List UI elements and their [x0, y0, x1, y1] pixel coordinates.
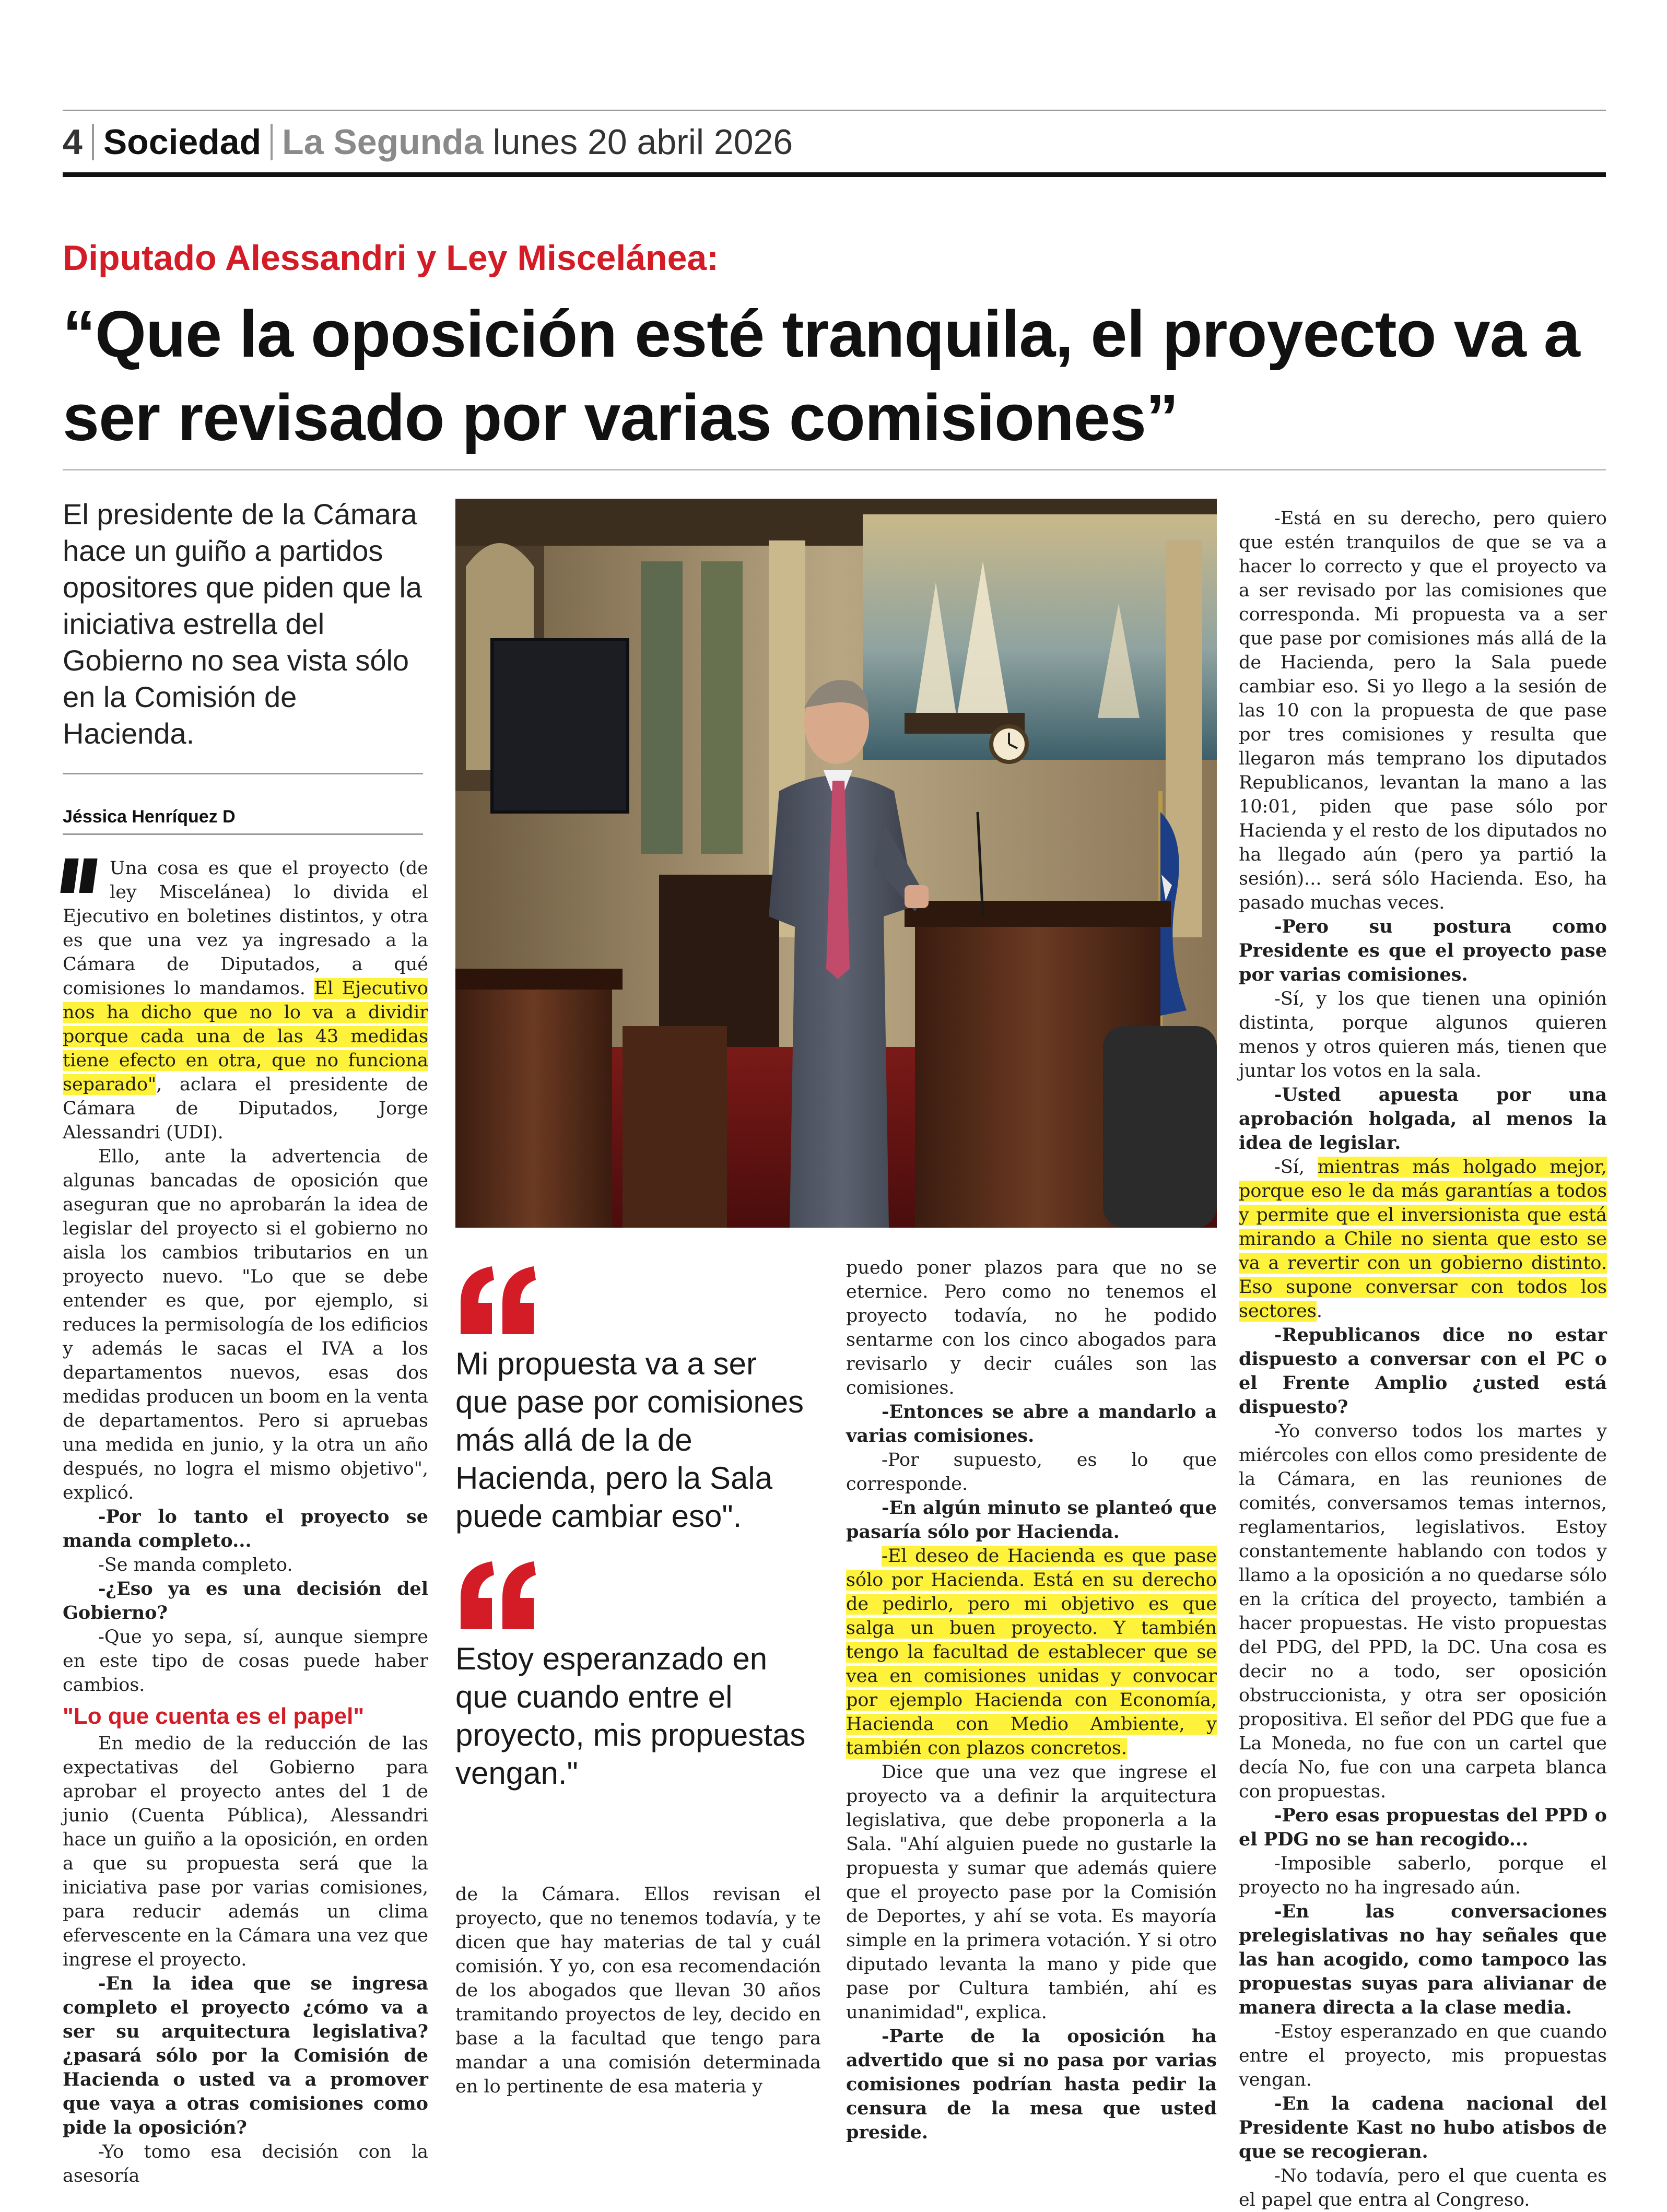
pull-quotes — [455, 1261, 811, 1813]
interview-answer: -Sí, y los que tienen una opinión distinta, porque algunos quieren menos y otros quieren más, tienen que juntar los votos en la sala. — [1239, 989, 1607, 1081]
interview-answer: -Yo tomo esa decisión con la asesoría — [63, 2142, 428, 2186]
interview-question: -En algún minuto se planteó que pasaría sólo por Hacienda. — [846, 1497, 1217, 1543]
paragraph: Ello, ante la advertencia de algunas bancadas de oposición que aseguran que no aprobarán la idea de legislar del proyecto si el gobierno no aisla los cambios tributarios en un proyecto nuevo. "Lo que se debe entender es que, por ejemplo, si reduces la permisología de los edificios y además le sacas el IVA a los departamentos nuevos, esas dos medidas producen un boom en la venta de departamentos. Pero si apruebas una medida en junio, y la otra un año después, no logra el mismo objetivo", explicó. — [63, 1146, 428, 1503]
highlighted-text: El Ejecutivo nos ha dicho que no lo va a dividir porque cada una de las 43 medidas tiene efecto en otra, que no funciona separado" — [63, 978, 429, 1095]
interview-answer: -Que yo sepa, sí, aunque siempre en este tipo de cosas puede haber cambios. — [63, 1627, 428, 1696]
interview-answer — [1239, 1155, 1607, 1323]
quote-mark-icon — [63, 858, 103, 893]
headline: “Que la oposición esté tranquila, el proyecto va a ser revisado por varias comisiones” — [63, 297, 1580, 454]
interview-answer: -Imposible saberlo, porque el proyecto no ha ingresado aún. — [1239, 1853, 1607, 1898]
clock-icon — [991, 726, 1027, 762]
pull-quote: Estoy esperanzado en que cuando entre el proyecto, mis propuestas vengan." — [455, 1641, 806, 1791]
interview-question: -Por lo tanto el proyecto se manda completo... — [63, 1506, 428, 1551]
highlighted-text: -El deseo de Hacienda es que pase sólo por Hacienda. Está en su derecho de pedirlo, pero mi objetivo es que salga un buen proyecto. Y también tengo la facultad de establecer que se vea en comisiones unidas y convocar por ejemplo Hacienda con Economía, Hacienda con Medio Ambiente, y también con plazos concretos. — [846, 1546, 1217, 1759]
highlighted-text: mientras más holgado mejor, porque eso le da más garantías a todos y permite que el inversionista que está mirando a Chile no sienta que esto se va a revertir con un gobierno distinto. Eso supone conversar con todos los sectores — [1239, 1157, 1607, 1322]
subheading: "Lo que cuenta es el papel" — [63, 1703, 365, 1729]
text-run: , aclara el presidente de Cámara de Diputados, Jorge Alessandri (UDI). — [63, 1074, 428, 1143]
article-column-2 — [455, 1882, 821, 2099]
header-bottom-rule — [63, 172, 1606, 177]
byline-rule — [63, 833, 423, 835]
section-name: Sociedad — [103, 122, 262, 162]
byline: Jéssica Henríquez D — [63, 807, 236, 827]
interview-question: -Entonces se abre a mandarlo a varias comisiones. — [846, 1401, 1217, 1446]
article-photo — [455, 499, 1217, 1228]
text-run: . — [1316, 1301, 1322, 1322]
paragraph — [63, 856, 428, 1145]
interview-answer — [846, 1544, 1217, 1760]
headline-rule — [63, 469, 1606, 470]
paragraph: puedo poner plazos para que no se eternice. Pero como no tenemos el proyecto todavía, no he podido sentarme con los cinco abogados para revisarlo y decir cuáles son las comisiones. — [846, 1257, 1217, 1398]
text-run: Una cosa es que el proyecto (de ley Miscelánea) lo divida el Ejecutivo en boletines distintos, y otra es que una vez ya ingresado a la Cámara de Diputados, a qué comisiones lo mandamos. — [63, 858, 428, 999]
quote-mark-icon — [455, 1556, 811, 1634]
interview-answer: -Se manda completo. — [98, 1555, 293, 1575]
interview-answer: -Estoy esperanzado en que cuando entre el proyecto, mis propuestas vengan. — [1239, 2021, 1607, 2090]
interview-question: -Republicanos dice no estar dispuesto a conversar con el PC o el Frente Amplio ¿usted está dispuesto? — [1239, 1324, 1607, 1418]
interview-answer: -No todavía, pero el que cuenta es el papel que entra al Congreso. — [1239, 2166, 1607, 2210]
interview-question: -En la idea que se ingresa completo el proyecto ¿cómo va a ser su arquitectura legislativa? ¿pasará sólo por la Comisión de Hacienda o usted va a promover que vaya a otras comisiones como pide la oposición? — [63, 1973, 428, 2138]
issue-date: lunes 20 abril 2026 — [492, 122, 793, 162]
interview-answer: -Yo converso todos los martes y miércoles con ellos como presidente de la Cámara, en las reuniones de comités, conversamos temas internos, reglamentarios, legislativos. Estoy constantemente hablando con todos y llamo a la oposición a no quedarse sólo en la crítica del proyecto, también a hacer propuestas. He visto propuestas del PDG, del PPD, la DC. Una cosa es decir no a todo, ser oposición obstruccionista, y otra ser oposición propositiva. El señor del PDG que fue a La Moneda, no fue con un cartel que decía No, fue con una carpeta blanca con propuestas. — [1239, 1421, 1607, 1802]
header-separator — [271, 124, 273, 160]
kicker: Diputado Alessandri y Ley Miscelánea: — [63, 238, 719, 278]
interview-question: -En la cadena nacional del Presidente Kast no hubo atisbos de que se recogieran. — [1239, 2093, 1607, 2162]
article-column-3 — [846, 1256, 1217, 2145]
paragraph: de la Cámara. Ellos revisan el proyecto, que no tenemos todavía, y te dicen que hay materias de tal y cuál comisión. Y yo, con esa recomendación de los abogados que llevan 30 años tramitando proyectos de ley, decido en base a la facultad que tengo para mandar a una comisión determinada en lo pertinente de esa materia y — [455, 1884, 821, 2097]
quote-mark-icon — [455, 1261, 811, 1339]
article-column-1 — [63, 856, 428, 2188]
text-run: -Sí, — [1274, 1157, 1318, 1178]
page-header — [63, 116, 1606, 168]
interview-question: -Pero esas propuestas del PPD o el PDG no se han recogido... — [1239, 1805, 1607, 1850]
header-top-rule — [63, 110, 1606, 111]
header-separator — [92, 124, 94, 160]
page-number: 4 — [63, 122, 83, 162]
interview-answer: -Por supuesto, es lo que corresponde. — [846, 1450, 1217, 1495]
interview-question: -Usted apuesta por una aprobación holgada, al menos la idea de legislar. — [1239, 1084, 1607, 1154]
article-column-4 — [1239, 507, 1607, 2212]
pull-quote: Mi propuesta va a ser que pase por comisiones más allá de la de Hacienda, pero la Sala puede cambiar eso". — [455, 1346, 804, 1534]
lead-rule — [63, 773, 423, 774]
interview-question: -Parte de la oposición ha advertido que si no pasa por varias comisiones podrían hasta pedir la censura de la mesa que usted preside. — [846, 2026, 1217, 2143]
interview-question: -En las conversaciones prelegislativas no hay señales que las han acogido, como tampoco las propuestas suyas para alivianar de manera directa a la clase media. — [1239, 1901, 1607, 2018]
paragraph: En medio de la reducción de las expectativas del Gobierno para aprobar el proyecto antes del 1 de junio (Cuenta Pública), Alessandri hace un guiño a la oposición, en orden a que su propuesta será que la iniciativa pase por varias comisiones, para reducir además un clima efervescente en la Cámara una vez que ingrese el proyecto. — [63, 1733, 428, 1970]
lead-paragraph: El presidente de la Cámara hace un guiño a partidos opositores que piden que la iniciativa estrella del Gobierno no sea vista sólo en la Comisión de Hacienda. — [63, 498, 422, 750]
interview-question: -¿Eso ya es una decisión del Gobierno? — [63, 1578, 428, 1623]
interview-answer: -Está en su derecho, pero quiero que estén tranquilos de que se va a hacer lo correcto y que el proyecto va a ser revisado por las comisiones que corresponda. Mi propuesta va a ser que pase por comisiones más allá de la de Hacienda, pero la Sala puede cambiar eso. Si yo llego a la sesión de las 10 con la propuesta de que pase por tres comisiones y resulta que llegaron más temprano los diputados Republicanos, levantan la mano a las 10:01, piden que pase sólo por Hacienda y el resto de los diputados no ha llegado aún (pero ya partió la sesión)... será sólo Hacienda. Eso, ha pasado muchas veces. — [1239, 508, 1607, 913]
paragraph: Dice que una vez que ingrese el proyecto va a definir la arquitectura legislativa, que debe proponerla a la Sala. "Ahí alguien puede no gustarle la propuesta y sumar que además quiere que el proyecto pase por la Comisión de Deportes, y ahí se vota. Es mayoría simple en la primera votación. Y si otro diputado levanta la mano y pide que pase por Cultura también, ahí es unanimidad", explica. — [846, 1762, 1217, 2023]
newspaper-name: La Segunda — [282, 122, 484, 162]
interview-question: -Pero su postura como Presidente es que el proyecto pase por varias comisiones. — [1239, 916, 1607, 985]
